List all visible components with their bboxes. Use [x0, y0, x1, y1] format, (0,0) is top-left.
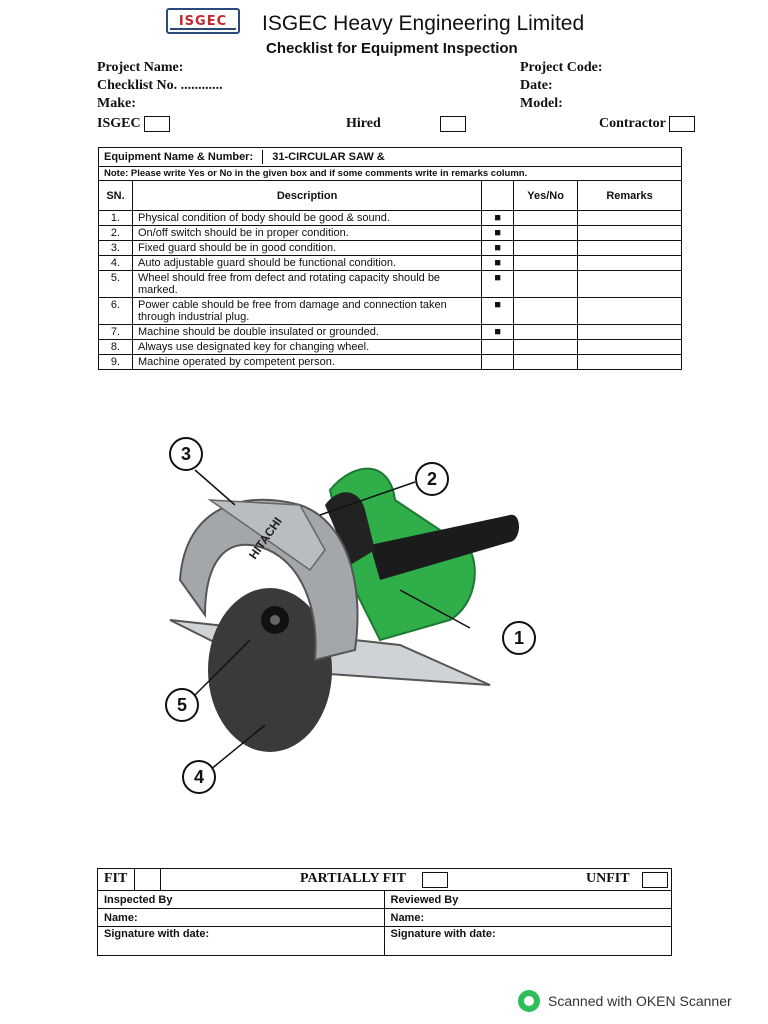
header-row [99, 181, 682, 211]
isgec-logo [166, 8, 240, 34]
equipment-row [99, 148, 682, 167]
remarks-cell[interactable] [578, 298, 682, 325]
callout-2: 2 [415, 462, 449, 496]
remarks-cell[interactable] [578, 271, 682, 298]
yesno-header: Yes/No [514, 181, 578, 211]
checklist-description: Physical condition of body should be good & sound. [132, 211, 481, 226]
fit-label: FIT [104, 871, 128, 886]
checklist-row [99, 271, 682, 298]
fit-box-edge [160, 868, 161, 890]
reviewer-name-field: Name: [384, 909, 672, 927]
remarks-cell[interactable] [578, 211, 682, 226]
yes-no-cell[interactable] [514, 211, 578, 226]
mark-header [482, 181, 514, 211]
scanner-logo-icon [518, 990, 540, 1012]
checklist-row [99, 325, 682, 340]
contractor-option [599, 116, 695, 132]
hired-checkbox[interactable] [440, 116, 466, 132]
document-title: Checklist for Equipment Inspection [266, 40, 518, 57]
logo-text: ISGEC [178, 13, 228, 29]
partially-fit-checkbox[interactable] [422, 872, 448, 888]
yes-no-cell[interactable] [514, 325, 578, 340]
yes-no-cell[interactable] [514, 355, 578, 370]
callout-5: 5 [165, 688, 199, 722]
callout-4: 4 [182, 760, 216, 794]
result-row [98, 869, 672, 891]
checklist-row [99, 355, 682, 370]
note-row [99, 167, 682, 181]
isgec-option [97, 116, 170, 132]
brand-label: HITACHI [245, 514, 285, 562]
checklist-no-label: Checklist No. ............ [97, 78, 223, 93]
name-row [98, 909, 672, 927]
reviewed-by-label: Reviewed By [384, 891, 672, 909]
equipment-value: 31-CIRCULAR SAW & [272, 150, 385, 163]
checklist-sn: 3. [99, 241, 133, 256]
project-name-label: Project Name: [97, 60, 184, 75]
blade-bolt [270, 615, 280, 625]
equipment-label: Equipment Name & Number: [104, 150, 254, 163]
note-text: Note: Please write Yes or No in the given box and if some comments write in remarks column. [99, 167, 682, 181]
checklist-row [99, 211, 682, 226]
inspector-signature-field: Signature with date: [98, 927, 385, 956]
checklist-row [99, 298, 682, 325]
yes-no-cell[interactable] [514, 256, 578, 271]
model-label: Model: [520, 96, 563, 111]
yes-no-cell[interactable] [514, 271, 578, 298]
checklist-sn: 6. [99, 298, 133, 325]
contractor-checkbox[interactable] [669, 116, 695, 132]
yes-no-cell[interactable] [514, 340, 578, 355]
inspected-by-label: Inspected By [98, 891, 385, 909]
contractor-option-label: Contractor [599, 116, 666, 132]
checklist-mark: ■ [482, 211, 514, 226]
checklist-table [98, 147, 682, 370]
yes-no-cell[interactable] [514, 226, 578, 241]
checklist-mark: ■ [482, 298, 514, 325]
checklist-mark: ■ [482, 325, 514, 340]
partially-fit-label: PARTIALLY FIT [300, 871, 406, 886]
checklist-description: Auto adjustable guard should be functional condition. [132, 256, 481, 271]
inspector-row [98, 891, 672, 909]
inspector-name-field: Name: [98, 909, 385, 927]
checklist-description: Always use designated key for changing wheel. [132, 340, 481, 355]
checklist-mark: ■ [482, 241, 514, 256]
checklist-row [99, 241, 682, 256]
unfit-checkbox[interactable] [642, 872, 668, 888]
checklist-row [99, 226, 682, 241]
company-name: ISGEC Heavy Engineering Limited [262, 12, 585, 35]
circular-saw-illustration [150, 430, 550, 800]
remarks-cell[interactable] [578, 355, 682, 370]
checklist-mark: ■ [482, 271, 514, 298]
checklist-description: Machine should be double insulated or grounded. [132, 325, 481, 340]
checklist-mark [482, 355, 514, 370]
scanner-text: Scanned with OKEN Scanner [548, 993, 732, 1009]
isgec-option-label: ISGEC [97, 116, 141, 132]
inspection-result-table [97, 868, 672, 956]
checklist-description: Machine operated by competent person. [132, 355, 481, 370]
checklist-mark [482, 340, 514, 355]
remarks-header: Remarks [578, 181, 682, 211]
sn-header: SN. [99, 181, 133, 211]
checklist-mark: ■ [482, 256, 514, 271]
checklist-mark: ■ [482, 226, 514, 241]
remarks-cell[interactable] [578, 340, 682, 355]
checklist-description: On/off switch should be in proper condition. [132, 226, 481, 241]
callout-3: 3 [169, 437, 203, 471]
callout-1: 1 [502, 621, 536, 655]
description-header: Description [132, 181, 481, 211]
yes-no-cell[interactable] [514, 241, 578, 256]
checklist-description: Fixed guard should be in good condition. [132, 241, 481, 256]
checklist-sn: 4. [99, 256, 133, 271]
checklist-sn: 7. [99, 325, 133, 340]
checklist-row [99, 340, 682, 355]
checklist-sn: 1. [99, 211, 133, 226]
remarks-cell[interactable] [578, 226, 682, 241]
scanner-watermark [518, 990, 732, 1012]
remarks-cell[interactable] [578, 325, 682, 340]
checklist-description: Wheel should free from defect and rotating capacity should be marked. [132, 271, 481, 298]
checklist-sn: 9. [99, 355, 133, 370]
project-code-label: Project Code: [520, 60, 603, 75]
checklist-sn: 5. [99, 271, 133, 298]
yes-no-cell[interactable] [514, 298, 578, 325]
remarks-cell[interactable] [578, 256, 682, 271]
checklist-sn: 8. [99, 340, 133, 355]
checklist-sn: 2. [99, 226, 133, 241]
make-label: Make: [97, 96, 136, 111]
unfit-label: UNFIT [586, 871, 630, 886]
checklist-row [99, 256, 682, 271]
fit-checkbox[interactable] [135, 871, 160, 889]
date-label: Date: [520, 78, 553, 93]
signature-row [98, 927, 672, 956]
reviewer-signature-field: Signature with date: [384, 927, 672, 956]
checklist-description: Power cable should be free from damage and connection taken through industrial plug. [132, 298, 481, 325]
isgec-checkbox[interactable] [144, 116, 170, 132]
remarks-cell[interactable] [578, 241, 682, 256]
hired-option-label: Hired [346, 116, 381, 131]
